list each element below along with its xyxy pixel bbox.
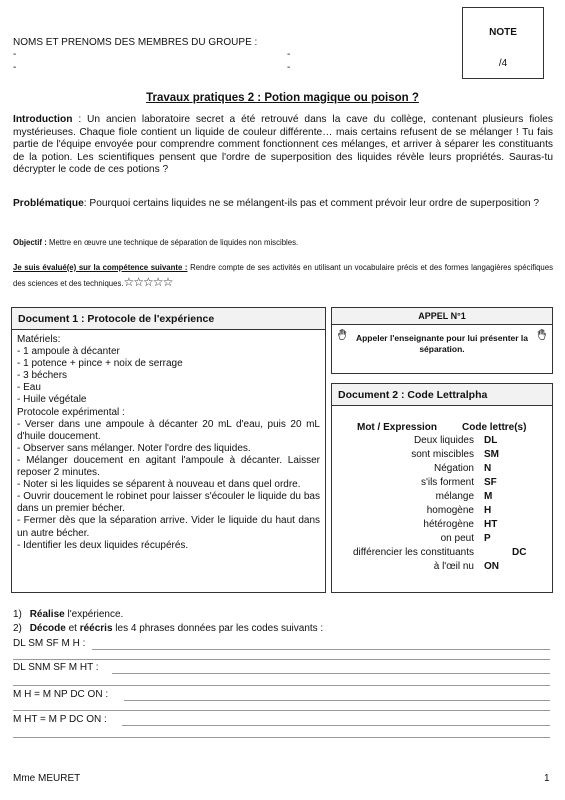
code-row <box>332 504 552 518</box>
code-row <box>332 434 552 448</box>
code-letters: DL <box>484 435 498 446</box>
competence-paragraph <box>13 260 553 291</box>
code-table <box>332 434 552 574</box>
protocol-line: - 1 ampoule à décanter <box>17 346 120 358</box>
protocol-line: - Mélanger doucement en agitant l'ampoule à décanter. Laisser reposer 2 minutes. <box>17 454 320 479</box>
answer-line[interactable] <box>92 649 550 650</box>
question-2-connector: et <box>65 623 80 634</box>
question-2-verb-decode: Décode <box>29 623 66 634</box>
code-label-3: M H = M NP DC ON : <box>13 689 109 700</box>
code-row <box>332 532 552 546</box>
code-word: sont miscibles <box>411 449 474 460</box>
protocol-line: Matériels: <box>17 334 61 345</box>
code-word: différencier les constituants <box>353 547 474 558</box>
question-1-number: 1) <box>13 609 22 620</box>
code-label-1: DL SM SF M H : <box>13 638 86 649</box>
name-dash: - <box>13 49 17 60</box>
problem-text: : Pourquoi certains liquides ne se mélangent-ils pas et comment prévoir leur ordre de superposition ? <box>83 198 540 209</box>
code-letters: DC <box>512 547 527 558</box>
page-number: 1 <box>544 773 550 784</box>
document-1-title: Document 1 : Protocole de l'expérience <box>12 308 325 330</box>
code-letters: SM <box>484 449 499 460</box>
problem-paragraph <box>13 198 553 211</box>
rating-stars: ☆☆☆☆☆ <box>123 275 173 289</box>
protocol-line: - Noter si les liquides se séparent à nouveau et dans quel ordre. <box>17 479 301 491</box>
code-word: Négation <box>433 463 474 474</box>
names-label: NOMS ET PRENOMS DES MEMBRES DU GROUPE : <box>13 37 258 48</box>
page-title: Travaux pratiques 2 : Potion magique ou poison ? <box>146 92 419 104</box>
objective-paragraph <box>13 236 553 249</box>
note-score: /4 <box>498 58 508 69</box>
code-row <box>332 490 552 504</box>
answer-line[interactable] <box>122 725 550 726</box>
document-2-title: Document 2 : Code Lettralpha <box>332 384 552 406</box>
question-2-text: les 4 phrases données par les codes suivants : <box>112 623 324 634</box>
note-box <box>462 7 544 79</box>
code-row <box>332 476 552 490</box>
raised-hand-icon <box>535 328 548 341</box>
code-row <box>332 462 552 476</box>
question-1 <box>13 609 123 620</box>
problem-label: Problématique <box>13 198 84 209</box>
protocol-line: - Ouvrir doucement le robinet pour laisser s'écouler le liquide du bas dans un premier bécher. <box>17 491 320 515</box>
question-2-number: 2) <box>13 623 22 634</box>
protocol-line: - 1 potence + pince + noix de serrage <box>17 358 183 370</box>
appel-text: Appeler l'enseignante pour lui présenter la séparation. <box>355 333 529 354</box>
answer-line[interactable] <box>13 685 550 686</box>
introduction-text: : Un ancien laboratoire secret a été retrouvé dans la cave du collège, contenant plusieurs fioles mystérieuses. Chaque fiole contient un liquide de couleur différente… mais certains refusent de se mélanger ! Tu fais partie de l'équipe envoyée pour comprendre comment fonctionnent ces mélanges, et arriver à séparer les constituants de la potion. Les scientifiques pensent que l'ordre de superposition des liquides révèle leurs propriétés. Sauras-tu décrypter le code de ces potions ? <box>13 114 553 175</box>
protocol-line: - Verser dans une ampoule à décanter 20 mL d'eau, puis 20 mL d'huile doucement. <box>17 418 320 442</box>
code-label-4: M HT = M P DC ON : <box>13 714 107 725</box>
name-dash: - <box>13 62 17 73</box>
code-row <box>332 448 552 462</box>
competence-text: Rendre compte de ses activités en utilisant un vocabulaire précis et des formes langagières spécifiques des sciences et des techniques. <box>13 263 554 288</box>
question-1-verb: Réalise <box>29 609 65 620</box>
name-dash: - <box>287 49 291 60</box>
protocol-line: - Fermer dès que la séparation arrive. Vider le liquide du haut dans un autre bécher. <box>17 515 320 539</box>
introduction-label: Introduction <box>13 114 73 125</box>
footer-author: Mme MEURET <box>13 773 81 784</box>
code-letters: HT <box>484 519 498 530</box>
answer-line[interactable] <box>13 710 550 711</box>
protocol-line: - Identifier les deux liquides récupérés. <box>17 539 189 551</box>
raised-hand-icon <box>336 328 349 341</box>
appel-title: APPEL N°1 <box>332 308 552 325</box>
code-word: mélange <box>435 491 474 502</box>
document-1-box <box>11 307 326 593</box>
introduction-paragraph <box>13 114 553 177</box>
question-1-text: l'expérience. <box>64 609 124 620</box>
column-header-word: Mot / Expression <box>356 422 437 433</box>
code-letters: N <box>484 463 492 474</box>
answer-line[interactable] <box>124 700 550 701</box>
competence-label: Je suis évalué(e) sur la compétence suivante : <box>13 263 188 272</box>
objective-label: Objectif : <box>13 238 47 247</box>
document-2-box <box>331 383 553 593</box>
answer-line[interactable] <box>13 659 550 660</box>
code-letters: M <box>484 491 493 502</box>
name-dash: - <box>287 62 291 73</box>
objective-text: Mettre en œuvre une technique de séparation de liquides non miscibles. <box>46 238 299 247</box>
code-word: homogène <box>426 505 474 516</box>
answer-line[interactable] <box>13 737 550 738</box>
code-row <box>332 546 552 560</box>
protocol-line: - Huile végétale <box>17 394 87 406</box>
protocol-line: - Eau <box>17 382 41 394</box>
protocol-line: Protocole expérimental : <box>17 406 125 418</box>
code-word: hétérogène <box>423 519 474 530</box>
protocol-line: - Observer sans mélanger. Noter l'ordre des liquides. <box>17 442 251 454</box>
code-word: à l'œil nu <box>433 561 474 572</box>
protocol-line: - 3 béchers <box>17 370 68 382</box>
answer-line[interactable] <box>112 673 550 674</box>
code-label-2: DL SNM SF M HT : <box>13 662 99 673</box>
code-row <box>332 518 552 532</box>
question-2-verb-rewrite: réécris <box>79 623 113 634</box>
code-word: Deux liquides <box>413 435 474 446</box>
code-letters: H <box>484 505 492 516</box>
question-2 <box>13 623 323 634</box>
column-header-code: Code lettre(s) <box>462 422 527 433</box>
appel-box <box>331 307 553 374</box>
code-letters: ON <box>484 561 499 572</box>
code-word: on peut <box>440 533 474 544</box>
code-row <box>332 560 552 574</box>
code-word: s'ils forment <box>420 477 474 488</box>
code-letters: SF <box>484 477 497 488</box>
document-1-content <box>12 330 325 552</box>
note-label: NOTE <box>489 27 517 38</box>
code-letters: P <box>484 533 491 544</box>
